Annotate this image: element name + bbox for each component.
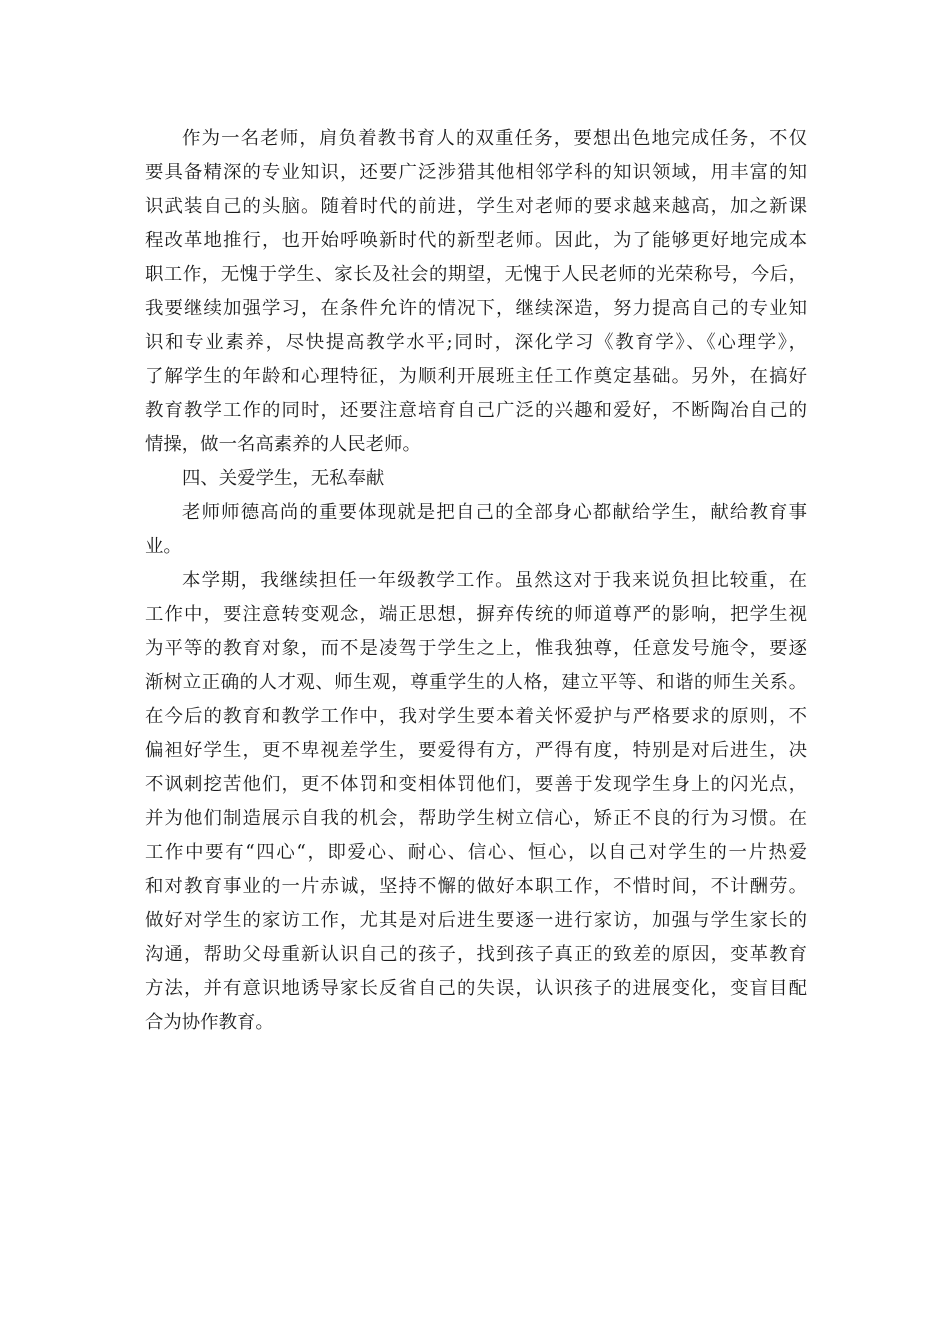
section-heading: 四、关爱学生，无私奉献 xyxy=(182,468,385,489)
text-line: 了解学生的年龄和心理特征，为顺利开展班主任工作奠定基础。另外，在搞好 xyxy=(145,366,807,387)
text-line: 工作中，要注意转变观念，端正思想，摒弃传统的师道尊严的影响，把学生视 xyxy=(145,604,807,625)
section-heading-four xyxy=(145,462,807,496)
text-line: 不讽刺挖苦他们，更不体罚和变相体罚他们，要善于发现学生身上的闪光点， xyxy=(145,774,807,795)
text-line: 教育教学工作的同时，还要注意培育自己广泛的兴趣和爱好，不断陶冶自己的 xyxy=(145,400,807,421)
paragraph-teacher-duties xyxy=(145,122,807,462)
text-line: 做好对学生的家访工作，尤其是对后进生要逐一进行家访，加强与学生家长的 xyxy=(145,910,807,931)
text-line: 偏袒好学生，更不卑视差学生，要爱得有方，严得有度，特别是对后进生，决 xyxy=(145,740,807,761)
text-line: 识武装自己的头脑。随着时代的前进，学生对老师的要求越来越高，加之新课 xyxy=(145,196,807,217)
document-body xyxy=(145,122,807,1040)
text-line: 和对教育事业的一片赤诚，坚持不懈的做好本职工作，不惜时间，不计酬劳。 xyxy=(145,876,807,897)
text-line: 职工作，无愧于学生、家长及社会的期望，无愧于人民老师的光荣称号，今后， xyxy=(145,264,807,285)
text-line: 沟通，帮助父母重新认识自己的孩子，找到孩子真正的致差的原因，变革教育 xyxy=(145,944,807,965)
text-line: 老师师德高尚的重要体现就是把自己的全部身心都献给学生，献给教育事 xyxy=(182,502,807,523)
text-line: 业。 xyxy=(145,536,182,557)
text-line: 工作中要有“四心“，即爱心、耐心、信心、恒心，以自己对学生的一片热爱 xyxy=(145,842,807,863)
paragraph-semester-work xyxy=(145,564,807,1040)
text-line: 合为协作教育。 xyxy=(145,1012,274,1033)
text-line: 在今后的教育和教学工作中，我对学生要本着关怀爱护与严格要求的原则，不 xyxy=(145,706,807,727)
paragraph-dedication xyxy=(145,496,807,564)
text-line: 程改革地推行，也开始呼唤新时代的新型老师。因此，为了能够更好地完成本 xyxy=(145,230,807,251)
text-line: 我要继续加强学习，在条件允许的情况下，继续深造，努力提高自己的专业知 xyxy=(145,298,807,319)
text-line: 作为一名老师，肩负着教书育人的双重任务，要想出色地完成任务，不仅 xyxy=(182,128,807,149)
text-line: 为平等的教育对象，而不是凌驾于学生之上，惟我独尊，任意发号施令，要逐 xyxy=(145,638,807,659)
text-line: 并为他们制造展示自我的机会，帮助学生树立信心，矫正不良的行为习惯。在 xyxy=(145,808,807,829)
text-line: 要具备精深的专业知识，还要广泛涉猎其他相邻学科的知识领域，用丰富的知 xyxy=(145,162,807,183)
text-line: 方法，并有意识地诱导家长反省自己的失误，认识孩子的进展变化，变盲目配 xyxy=(145,978,807,999)
text-line: 情操，做一名高素养的人民老师。 xyxy=(145,434,421,455)
text-line: 本学期，我继续担任一年级教学工作。虽然这对于我来说负担比较重，在 xyxy=(182,570,807,591)
text-line: 渐树立正确的人才观、师生观，尊重学生的人格，建立平等、和谐的师生关系。 xyxy=(145,672,807,693)
text-line: 识和专业素养，尽快提高教学水平;同时，深化学习《教育学》、《心理学》， xyxy=(145,332,807,353)
